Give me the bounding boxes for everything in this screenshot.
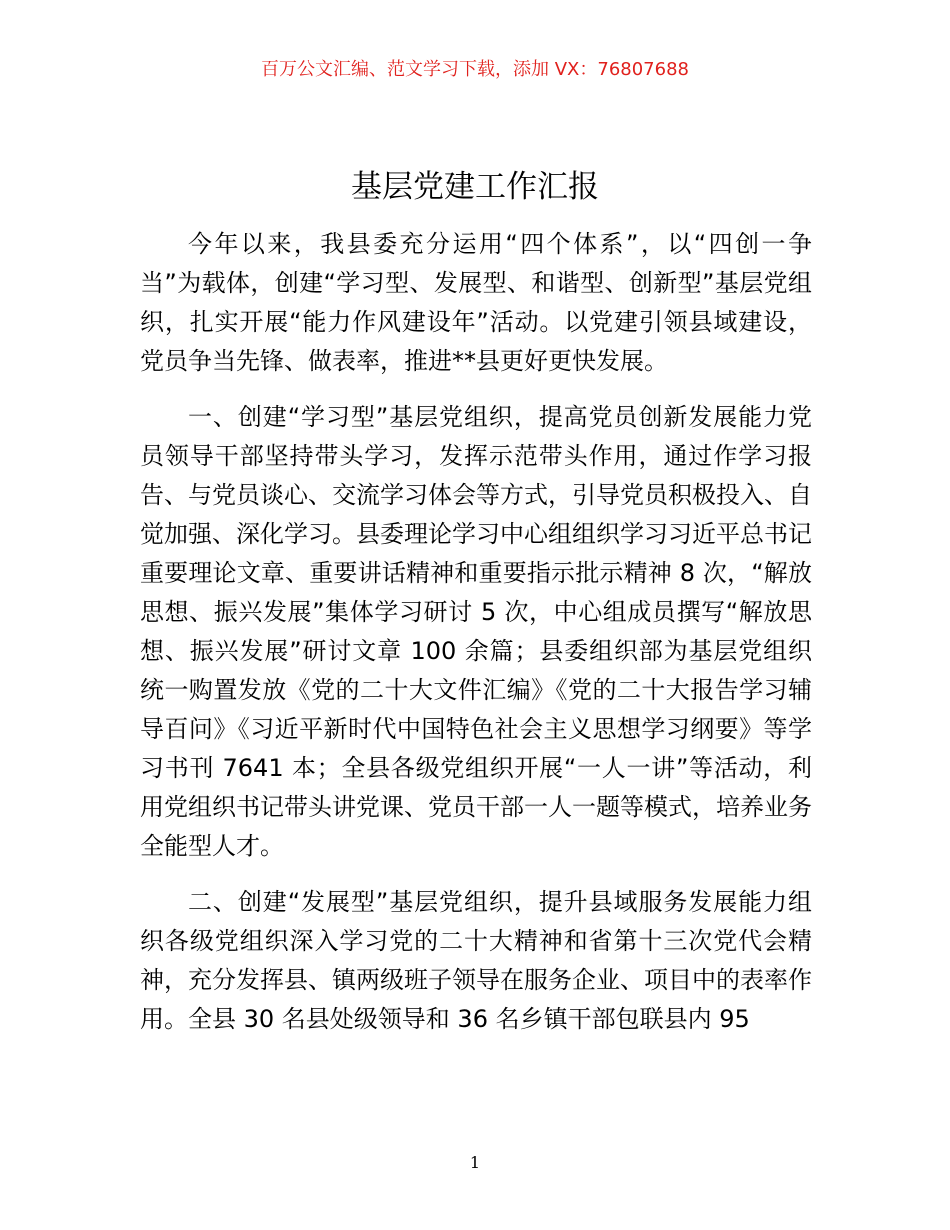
header-note: 百万公文汇编、范文学习下载，添加 VX：76807688 [261, 59, 689, 80]
paragraph-section-1: 一、创建“学习型”基层党组织，提高党员创新发展能力党员领导干部坚持带头学习，发挥示范带头作用，通过作学习报告、与党员谈心、交流学习体会等方式，引导党员积极投入、自觉加强、深化学习。县委理论学习中心组组织学习习近平总书记重要理论文章、重要讲话精神和重要指示批示精神 8 次，“解放思想、振兴发展”集体学习研讨 5 次，中心组成员撰写“解放思想、振兴发展”研讨文章 100 余篇；县委组织部为基层党组织统一购置发放《党的二十大文件汇编》《党的二十大报告学习辅导百问》《习近平新时代中国特色社会主义思想学习纲要》等学习书刊 7641 本；全县各级党组织开展“一人一讲”等活动，利用党组织书记带头讲党课、党员干部一人一题等模式，培养业务全能型人才。 [140, 403, 812, 860]
paragraph-section-2: 二、创建“发展型”基层党组织，提升县域服务发展能力组织各级党组织深入学习党的二十大精神和省第十三次党代会精神，充分发挥县、镇两级班子领导在服务企业、项目中的表率作用。全县 30 名县处级领导和 36 名乡镇干部包联县内 95 [140, 888, 812, 1033]
document-body [140, 225, 812, 1056]
page-number: 1 [469, 1153, 481, 1172]
document-title: 基层党建工作汇报 [351, 169, 599, 205]
paragraph-intro: 今年以来，我县委充分运用“四个体系”，以“四创一争当”为载体，创建“学习型、发展型、和谐型、创新型”基层党组织，扎实开展“能力作风建设年”活动。以党建引领县域建设，党员争当先锋、做表率，推进**县更好更快发展。 [140, 230, 812, 375]
